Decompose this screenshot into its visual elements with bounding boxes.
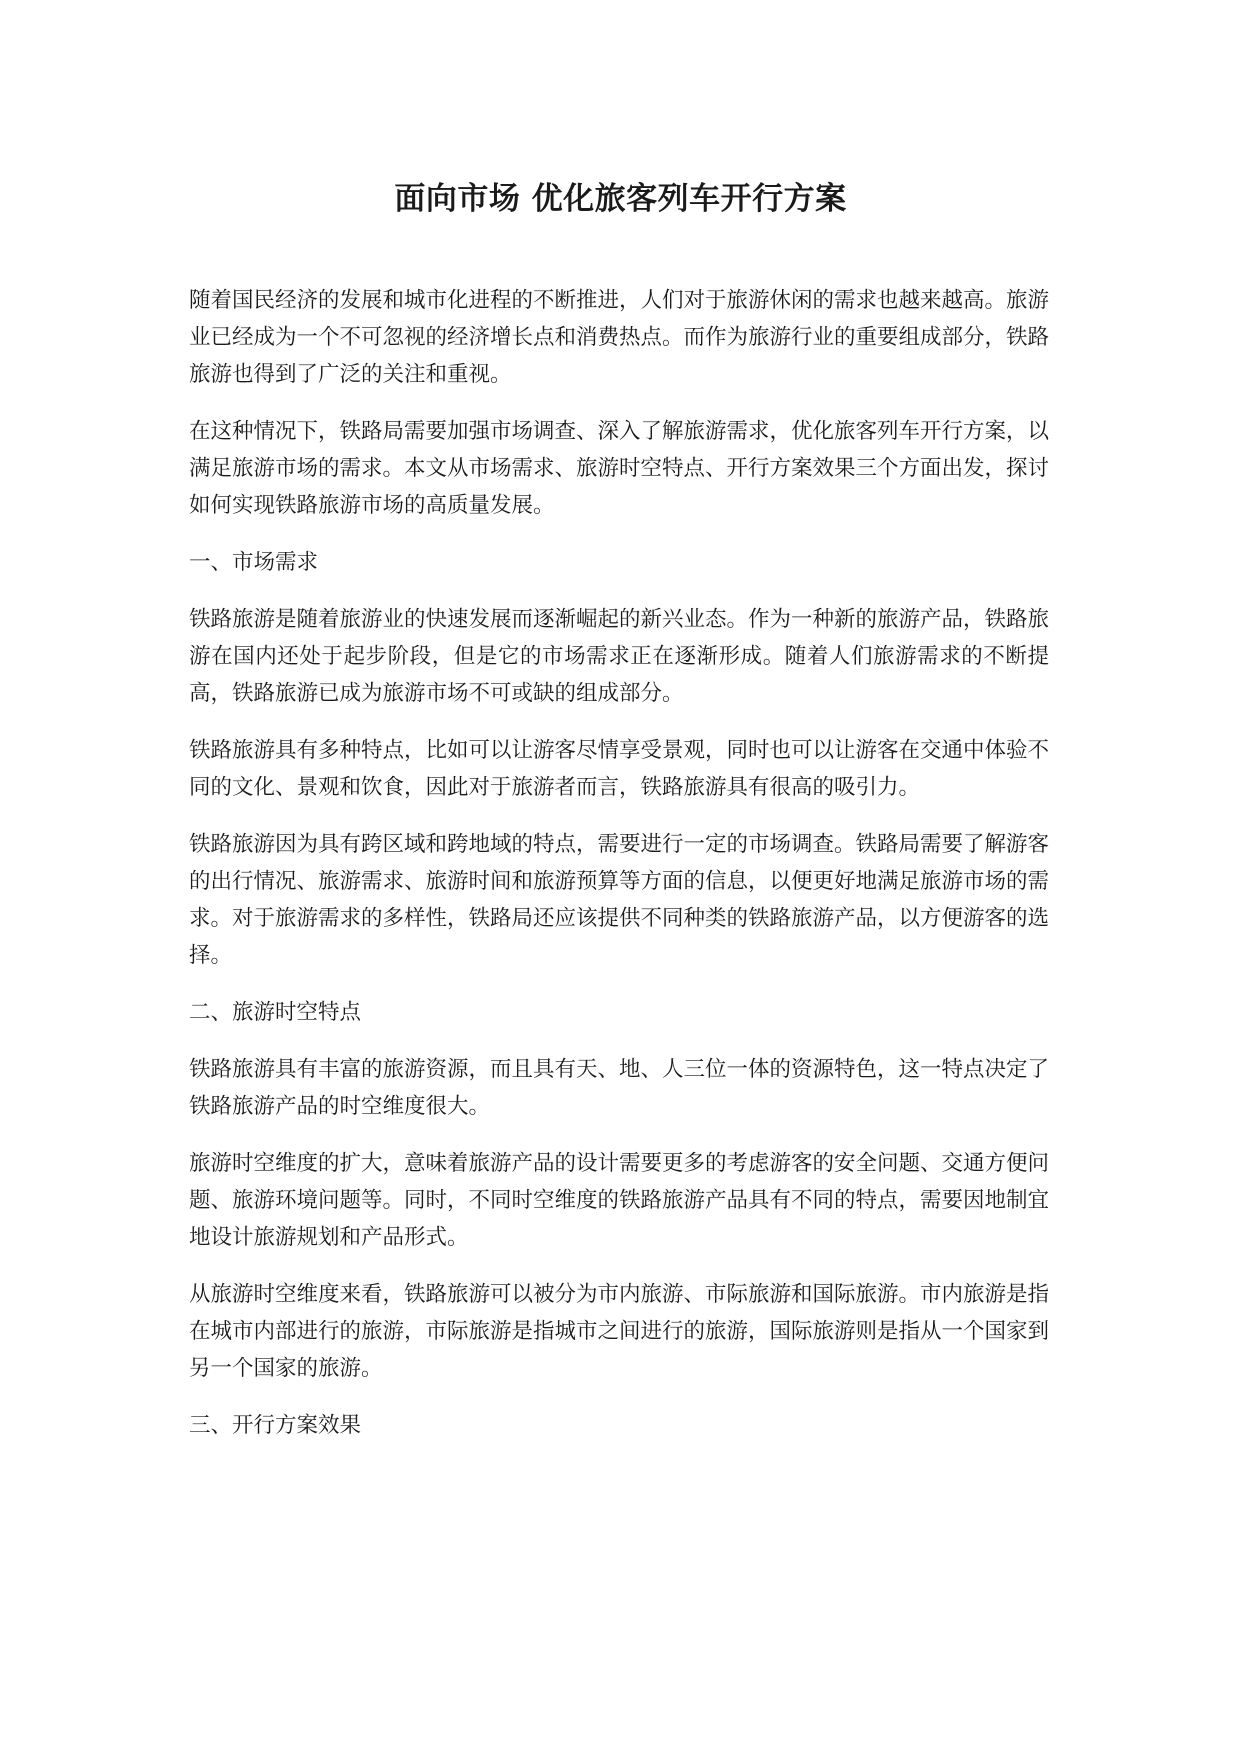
paragraph: 旅游时空维度的扩大，意味着旅游产品的设计需要更多的考虑游客的安全问题、交通方便问题、旅游环境问题等。同时，不同时空维度的铁路旅游产品具有不同的特点，需要因地制宜地设计旅游规划和产品形式。 [189, 1151, 1050, 1250]
section-heading: 三、开行方案效果 [189, 1413, 362, 1438]
paragraph: 铁路旅游具有多种特点，比如可以让游客尽情享受景观，同时也可以让游客在交通中体验不同的文化、景观和饮食，因此对于旅游者而言，铁路旅游具有很高的吸引力。 [189, 738, 1050, 800]
section-heading: 一、市场需求 [189, 550, 319, 575]
paragraph: 在这种情况下，铁路局需要加强市场调查、深入了解旅游需求，优化旅客列车开行方案，以满足旅游市场的需求。本文从市场需求、旅游时空特点、开行方案效果三个方面出发，探讨如何实现铁路旅游市场的高质量发展。 [189, 419, 1050, 518]
paragraph: 铁路旅游因为具有跨区域和跨地域的特点，需要进行一定的市场调查。铁路局需要了解游客的出行情况、旅游需求、旅游时间和旅游预算等方面的信息，以便更好地满足旅游市场的需求。对于旅游需求的多样性，铁路局还应该提供不同种类的铁路旅游产品，以方便游客的选择。 [189, 832, 1050, 968]
paragraph: 铁路旅游具有丰富的旅游资源，而且具有天、地、人三位一体的资源特色，这一特点决定了铁路旅游产品的时空维度很大。 [189, 1057, 1050, 1119]
paragraph: 随着国民经济的发展和城市化进程的不断推进，人们对于旅游休闲的需求也越来越高。旅游业已经成为一个不可忽视的经济增长点和消费热点。而作为旅游行业的重要组成部分，铁路旅游也得到了广泛的关注和重视。 [189, 288, 1050, 387]
paragraph: 从旅游时空维度来看，铁路旅游可以被分为市内旅游、市际旅游和国际旅游。市内旅游是指在城市内部进行的旅游，市际旅游是指城市之间进行的旅游，国际旅游则是指从一个国家到另一个国家的旅游。 [189, 1282, 1050, 1381]
section-heading: 二、旅游时空特点 [189, 1000, 362, 1025]
document-body [189, 282, 1049, 1464]
paragraph: 铁路旅游是随着旅游业的快速发展而逐渐崛起的新兴业态。作为一种新的旅游产品，铁路旅游在国内还处于起步阶段，但是它的市场需求正在逐渐形成。随着人们旅游需求的不断提高，铁路旅游已成为旅游市场不可或缺的组成部分。 [189, 607, 1050, 706]
document-title: 面向市场 优化旅客列车开行方案 [394, 181, 847, 217]
